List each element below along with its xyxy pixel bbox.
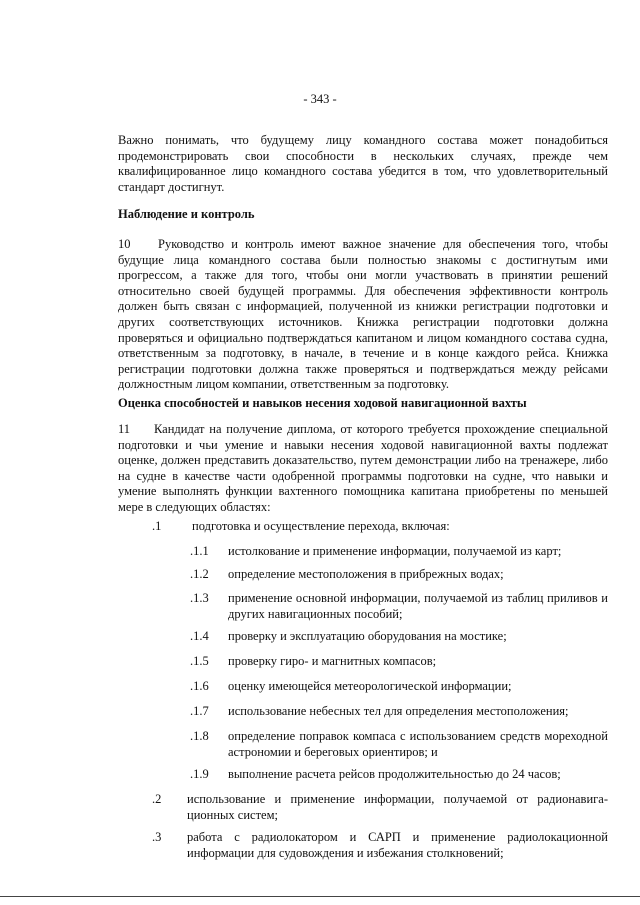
subitem-text: определение поправок компаса с использованием средств мореходной астрономии и береговых ориентиров; и [228, 729, 608, 759]
bottom-divider [0, 896, 640, 897]
intro-paragraph: Важно понимать, что будущему лицу командного состава может понадобиться продемонстрировать свои способности в нескольких случаях, прежде чем квалифицированное лицо командного состава убедится в том, что удовлетворительный стандарт достигнут. [118, 133, 608, 194]
item-1-text: подготовка и осуществление перехода, включая: [192, 519, 450, 533]
paragraph-10-number: 10 [118, 237, 131, 251]
subitem-number: .1.9 [190, 767, 209, 781]
item-3-text: работа с радиолокатором и САРП и применение радиолокационной информации для судовождения и избежания столкновений; [187, 830, 608, 860]
item-2-number: .2 [152, 792, 162, 806]
paragraph-10-text: Руководство и контроль имеют важное значение для обеспечения того, чтобы будущие лица командного состава были полностью знакомы с достигнутым ими прогрессом, а также для того, чтобы они могли участвовать в принятии решений относительно своей будущей программы. Для обеспечения эффективности контроль должен быть связан с информацией, полученной из книжки регистрации подготовки и других соответствующих источников. Книжка регистрации подготовки должна проверяться и официально подтверждаться капитаном и лицом командного состава судна, ответственным за подготовку, в начале, в течение и в конце каждого рейса. Книжка регистрации подготовки должна также проверяться и подтверждаться между рейсами должностным лицом компании, ответственным за подготовку. [118, 237, 608, 392]
subitem-number: .1.3 [190, 591, 209, 605]
subitem-text: использование небесных тел для определения местоположения; [228, 704, 569, 718]
subitem-text: истолкование и применение информации, получаемой из карт; [228, 544, 562, 558]
subitem-number: .1.7 [190, 704, 209, 718]
subitem-text: применение основной информации, получаемой из таблиц приливов и других навигационных пособий; [228, 591, 608, 621]
subitem-text: определение местоположения в прибрежных водах; [228, 567, 504, 581]
subitem-number: .1.4 [190, 629, 209, 643]
subitem-text: выполнение расчета рейсов продолжительностью до 24 часов; [228, 767, 561, 781]
subitem-text: проверку гиро- и магнитных компасов; [228, 654, 437, 668]
item-1-number: .1 [152, 519, 162, 533]
subitem-number: .1.6 [190, 679, 209, 693]
subitem-number: .1.2 [190, 567, 209, 581]
paragraph-11-text: Кандидат на получение диплома, от которого требуется прохождение специальной подготовки и чьи умение и навыки несения ходовой навигационной вахты подлежат оценке, должен представить доказательство, путем демонстрации либо на тренажере, либо на судне в качестве части одобренной программы подготовки на судне, что навыки и умение выполнять функции вахтенного помощника капитана приобретены по меньшей мере в следующих областях: [118, 422, 608, 514]
item-2-text: использование и применение информации, получаемой от радионавига-ционных систем; [187, 792, 608, 822]
subitem-text: оценку имеющейся метеорологической информации; [228, 679, 512, 693]
heading-monitoring: Наблюдение и контроль [118, 207, 255, 221]
subitem-number: .1.8 [190, 729, 209, 743]
paragraph-11-number: 11 [118, 422, 131, 436]
subitem-number: .1.1 [190, 544, 209, 558]
item-3-number: .3 [152, 830, 162, 844]
page-number: - 343 - [303, 92, 337, 106]
subitem-text: проверку и эксплуатацию оборудования на мостике; [228, 629, 507, 643]
subitem-number: .1.5 [190, 654, 209, 668]
heading-assessment: Оценка способностей и навыков несения ходовой навигационной вахты [118, 396, 527, 410]
